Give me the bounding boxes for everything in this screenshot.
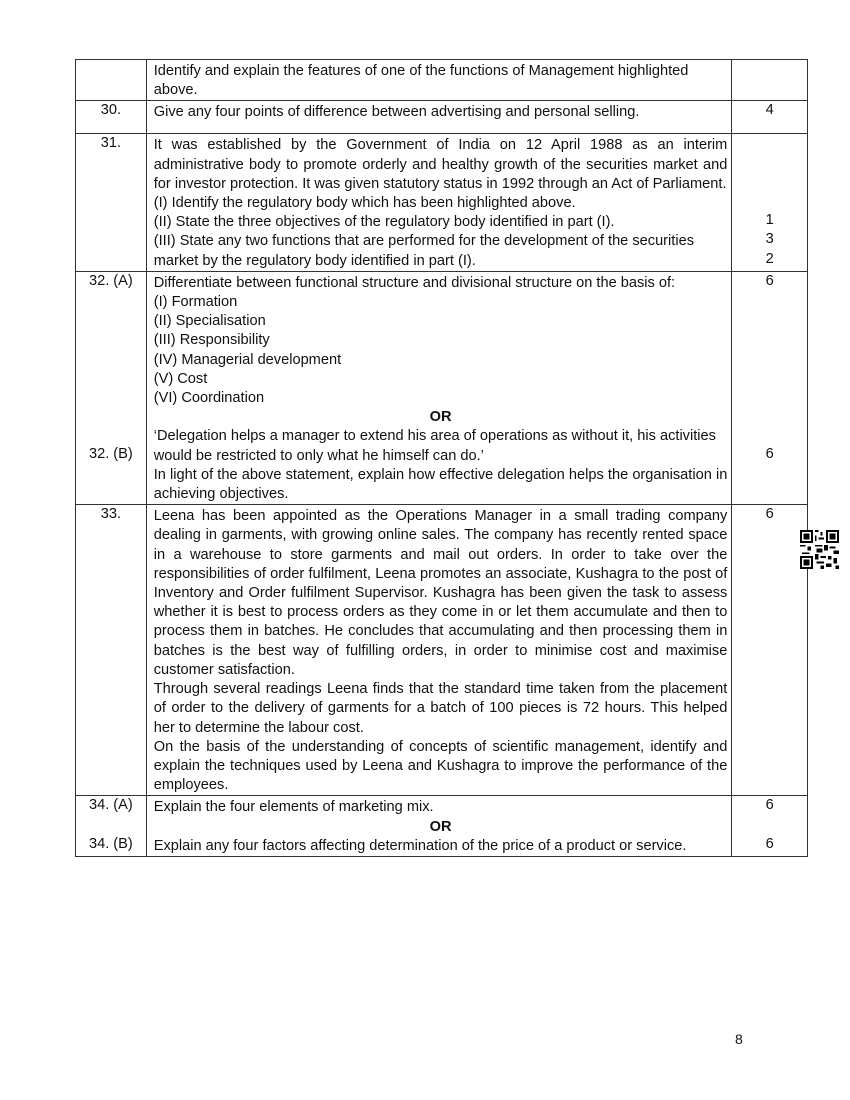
question-text-b: Explain any four factors affecting determination of the price of a product or service. [153, 837, 687, 854]
question-part: (II) State the three objectives of the regulatory body identified in part (I). [153, 214, 615, 231]
question-lead: Differentiate between functional structure and divisional structure on the basis of: [153, 274, 676, 291]
marks-a: 6 [765, 272, 774, 289]
question-number-a: 32. (A) [88, 272, 133, 289]
question-line: Give any four points of difference between advertising and personal selling. [153, 104, 640, 121]
question-text [146, 60, 732, 101]
marks-b: 6 [765, 445, 774, 462]
question-number-b: 32. (B) [88, 445, 133, 462]
question-part: (III) State any two functions that are performed for the development of the securities market by the regulatory body identified in part (I). [153, 233, 694, 269]
list-item: (VI) Coordination [153, 390, 265, 407]
question-part: (I) Identify the regulatory body which has been highlighted above. [153, 195, 576, 212]
question-number: 33. [76, 505, 147, 796]
part-mark: 3 [765, 231, 774, 248]
list-item: (III) Responsibility [153, 332, 270, 349]
or-divider: OR [429, 818, 452, 835]
list-item: (II) Specialisation [153, 313, 266, 330]
question-table [75, 59, 808, 857]
marks-b: 6 [765, 835, 774, 852]
question-text [146, 101, 732, 134]
question-paragraph: On the basis of the understanding of concepts of scientific management, identify and explain the techniques used by Leena and Kushagra to improve the performance of the employees. [153, 738, 728, 794]
question-marks [732, 134, 808, 271]
marks-a: 6 [765, 797, 774, 814]
list-item: (I) Formation [153, 294, 238, 311]
part-mark: 2 [765, 250, 774, 267]
question-marks: 6 [732, 505, 808, 796]
table-row [76, 505, 808, 796]
question-text [146, 271, 732, 504]
question-number: 30. [76, 101, 147, 134]
question-number [76, 60, 147, 101]
qr-code-icon [800, 530, 839, 569]
part-mark: 1 [765, 212, 774, 229]
list-item: (V) Cost [153, 370, 208, 387]
question-text [146, 134, 732, 271]
question-follow: In light of the above statement, explain how effective delegation helps the organisation in achieving objectives. [153, 466, 728, 503]
table-row [76, 134, 808, 271]
question-paragraph: Through several readings Leena finds that the standard time taken from the placement of order to the delivery of garments for a batch of 100 pieces is 72 hours. This helped her to determine the labour cost. [153, 681, 728, 736]
question-number-b: 34. (B) [88, 835, 133, 852]
question-number-a: 34. (A) [88, 797, 133, 814]
question-marks [732, 60, 808, 101]
table-row [76, 101, 808, 134]
page-number: 8 [735, 1031, 743, 1047]
question-quote: ‘Delegation helps a manager to extend his area of operations as without it, his activities would be restricted to only what he himself can do.’ [153, 428, 716, 464]
or-divider: OR [429, 409, 452, 426]
question-number [76, 271, 147, 504]
table-row [76, 271, 808, 504]
list-item: (IV) Managerial development [153, 351, 342, 368]
question-intro: It was established by the Government of India on 12 April 1988 as an interim administrative body to promote orderly and healthy growth of the securities market and for investor protection. It was given statutory status in 1992 through an Act of Parliament. [153, 137, 728, 192]
question-marks [732, 271, 808, 504]
question-marks [732, 796, 808, 857]
question-line: Identify and explain the features of one of the functions of Management highlighted above. [153, 63, 689, 99]
question-text-a: Explain the four elements of marketing mix. [153, 799, 434, 816]
table-row [76, 60, 808, 101]
question-paragraph: Leena has been appointed as the Operations Manager in a small trading company dealing in garments, with growing online sales. The company has recently rented space in a warehouse to store garments and mail out orders. In order to take over the responsibilities of order fulfilment, Leena promotes an associate, Kushagra to the post of Inventory and Order fulfilment Supervisor. Kushagra has been given the task to assess whether it is best to process orders as they come in or let them accumulate and then to process them in batches. He concludes that accumulating and then processing them in batches is the best way of fulfilling orders, in order to minimise cost and maximise customer satisfaction. [153, 508, 728, 678]
question-text [146, 796, 732, 857]
table-row [76, 796, 808, 857]
question-number: 31. [76, 134, 147, 271]
question-number [76, 796, 147, 857]
question-text [146, 505, 732, 796]
question-marks: 4 [732, 101, 808, 134]
